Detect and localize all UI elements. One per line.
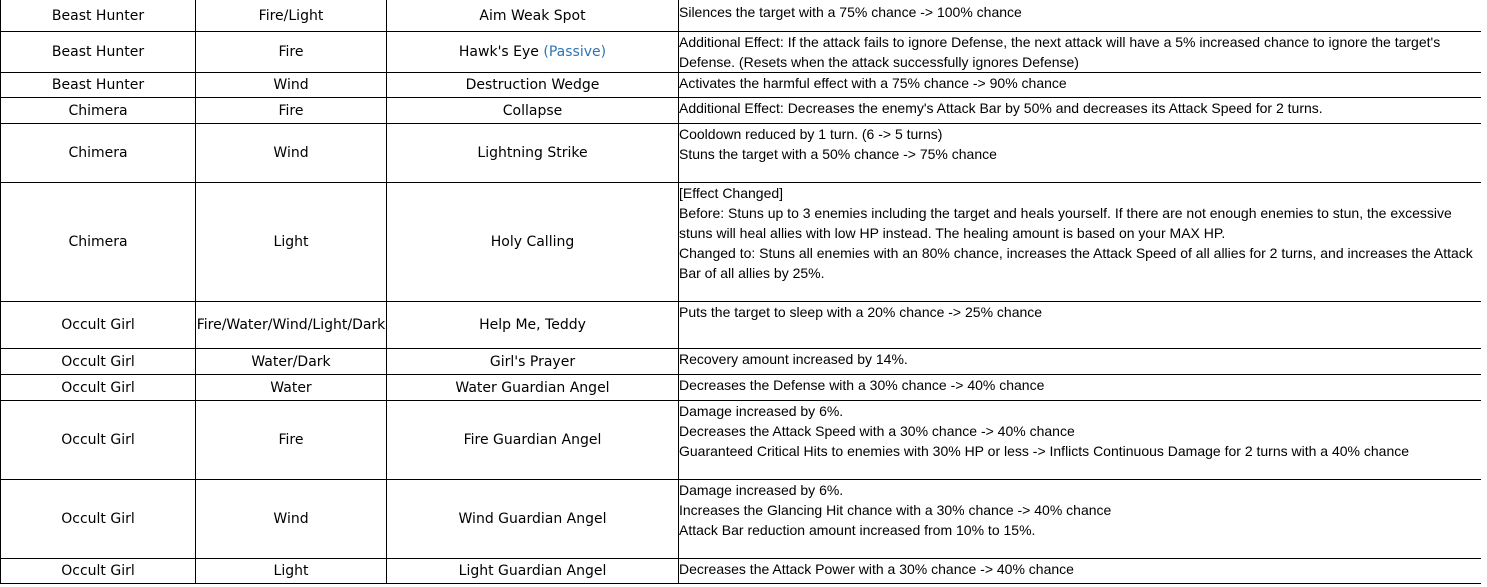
skill-name: Aim Weak Spot <box>479 8 586 24</box>
skill-cell <box>387 124 679 183</box>
description-cell <box>679 0 1482 32</box>
description-line: Additional Effect: Decreases the enemy's Attack Bar by 50% and decreases its Attack Speed for 2 turns. <box>679 100 1323 116</box>
description-line: Attack Bar reduction amount increased from 10% to 15%. <box>679 522 1036 538</box>
skill-name: Light Guardian Angel <box>458 563 607 579</box>
monster-cell: Beast Hunter <box>1 73 196 98</box>
monster-cell: Occult Girl <box>1 480 196 559</box>
skill-cell <box>387 183 679 302</box>
skill-cell <box>387 302 679 349</box>
description-cell <box>679 480 1482 559</box>
description-cell <box>679 401 1482 480</box>
description-line: Decreases the Attack Power with a 30% chance -> 40% chance <box>679 561 1074 577</box>
table-row <box>1 0 1482 32</box>
skill-cell <box>387 401 679 480</box>
table-row <box>1 73 1482 98</box>
description-line: Damage increased by 6%. <box>679 482 844 498</box>
description-line: Silences the target with a 75% chance -> 100% chance <box>679 4 1022 20</box>
description-cell <box>679 183 1482 302</box>
description-line: Guaranteed Critical Hits to enemies with 30% HP or less -> Inflicts Continuous Damage for 2 turns with a 40% chance <box>679 443 1410 459</box>
description-line: Decreases the Attack Speed with a 30% chance -> 40% chance <box>679 423 1075 439</box>
skill-cell <box>387 0 679 32</box>
description-line: Recovery amount increased by 14%. <box>679 351 908 367</box>
table-row <box>1 302 1482 349</box>
skill-name: Water Guardian Angel <box>455 379 610 396</box>
description-cell <box>679 124 1482 183</box>
skill-name: Lightning Strike <box>477 145 588 161</box>
description-cell <box>679 349 1482 375</box>
element-cell: Fire <box>196 98 387 124</box>
skill-cell <box>387 480 679 559</box>
description-cell <box>679 73 1482 98</box>
monster-cell: Chimera <box>1 98 196 124</box>
table-row <box>1 401 1482 480</box>
skill-name: Destruction Wedge <box>465 77 600 93</box>
monster-cell: Occult Girl <box>1 559 196 584</box>
monster-cell: Occult Girl <box>1 349 196 375</box>
table-row <box>1 349 1482 375</box>
skill-name: Help Me, Teddy <box>479 317 586 333</box>
skill-cell <box>387 349 679 375</box>
element-cell: Light <box>196 559 387 584</box>
monster-cell: Occult Girl <box>1 401 196 480</box>
description-line: [Effect Changed] <box>679 185 784 201</box>
table-row <box>1 32 1482 73</box>
monster-cell: Occult Girl <box>1 375 196 401</box>
element-cell: Wind <box>196 73 387 98</box>
monster-cell: Beast Hunter <box>1 32 196 73</box>
description-line: Puts the target to sleep with a 20% chance -> 25% chance <box>679 304 1043 320</box>
monster-cell: Chimera <box>1 124 196 183</box>
skill-cell <box>387 375 679 401</box>
description-cell <box>679 559 1482 584</box>
table-row <box>1 480 1482 559</box>
element-cell: Wind <box>196 480 387 559</box>
description-line: Changed to: Stuns all enemies with an 80% chance, increases the Attack Speed of all allies for 2 turns, and increases the Attack Bar of all allies by 25%. <box>679 245 1473 281</box>
skill-name: Collapse <box>502 102 563 119</box>
description-line: Additional Effect: If the attack fails to ignore Defense, the next attack will have a 5% increased chance to ignore the target's Defense. (Resets when the attack successfully ignores Defense) <box>679 34 1441 70</box>
description-line: Increases the Glancing Hit chance with a 30% chance -> 40% chance <box>679 502 1112 518</box>
description-line: Cooldown reduced by 1 turn. (6 -> 5 turns) <box>679 126 943 142</box>
skill-cell <box>387 559 679 584</box>
monster-cell: Occult Girl <box>1 302 196 349</box>
element-cell: Wind <box>196 124 387 183</box>
table-row <box>1 375 1482 401</box>
monster-cell: Beast Hunter <box>1 0 196 32</box>
skill-cell <box>387 98 679 124</box>
description-cell <box>679 98 1482 124</box>
skill-name: Girl's Prayer <box>489 353 576 370</box>
description-line: Before: Stuns up to 3 enemies including the target and heals yourself. If there are not enough enemies to stun, the excessive stuns will heal allies with low HP instead. The healing amount is based on your MAX HP. <box>679 205 1452 241</box>
description-line: Stuns the target with a 50% chance -> 75% chance <box>679 146 997 162</box>
element-cell: Water <box>196 375 387 401</box>
page-margin <box>1481 0 1487 587</box>
passive-tag: (Passive) <box>543 44 607 60</box>
table-row <box>1 98 1482 124</box>
skill-name: Holy Calling <box>490 234 575 250</box>
description-cell <box>679 32 1482 73</box>
table-row <box>1 124 1482 183</box>
element-cell: Fire <box>196 32 387 73</box>
element-cell: Light <box>196 183 387 302</box>
description-cell <box>679 375 1482 401</box>
description-line: Decreases the Defense with a 30% chance -> 40% chance <box>679 377 1045 393</box>
element-cell: Water/Dark <box>196 349 387 375</box>
skill-cell <box>387 73 679 98</box>
skill-cell <box>387 32 679 73</box>
element-cell: Fire/Light <box>196 0 387 32</box>
table-row <box>1 559 1482 584</box>
table-row <box>1 183 1482 302</box>
skill-name: Fire Guardian Angel <box>463 432 602 448</box>
description-line: Damage increased by 6%. <box>679 403 844 419</box>
description-line: Activates the harmful effect with a 75% chance -> 90% chance <box>679 75 1067 91</box>
monster-cell: Chimera <box>1 183 196 302</box>
description-cell <box>679 302 1482 349</box>
element-cell: Fire <box>196 401 387 480</box>
skill-name: Hawk's Eye <box>458 44 539 60</box>
element-cell: Fire/Water/Wind/Light/Dark <box>196 302 387 349</box>
skill-name: Wind Guardian Angel <box>458 511 607 527</box>
